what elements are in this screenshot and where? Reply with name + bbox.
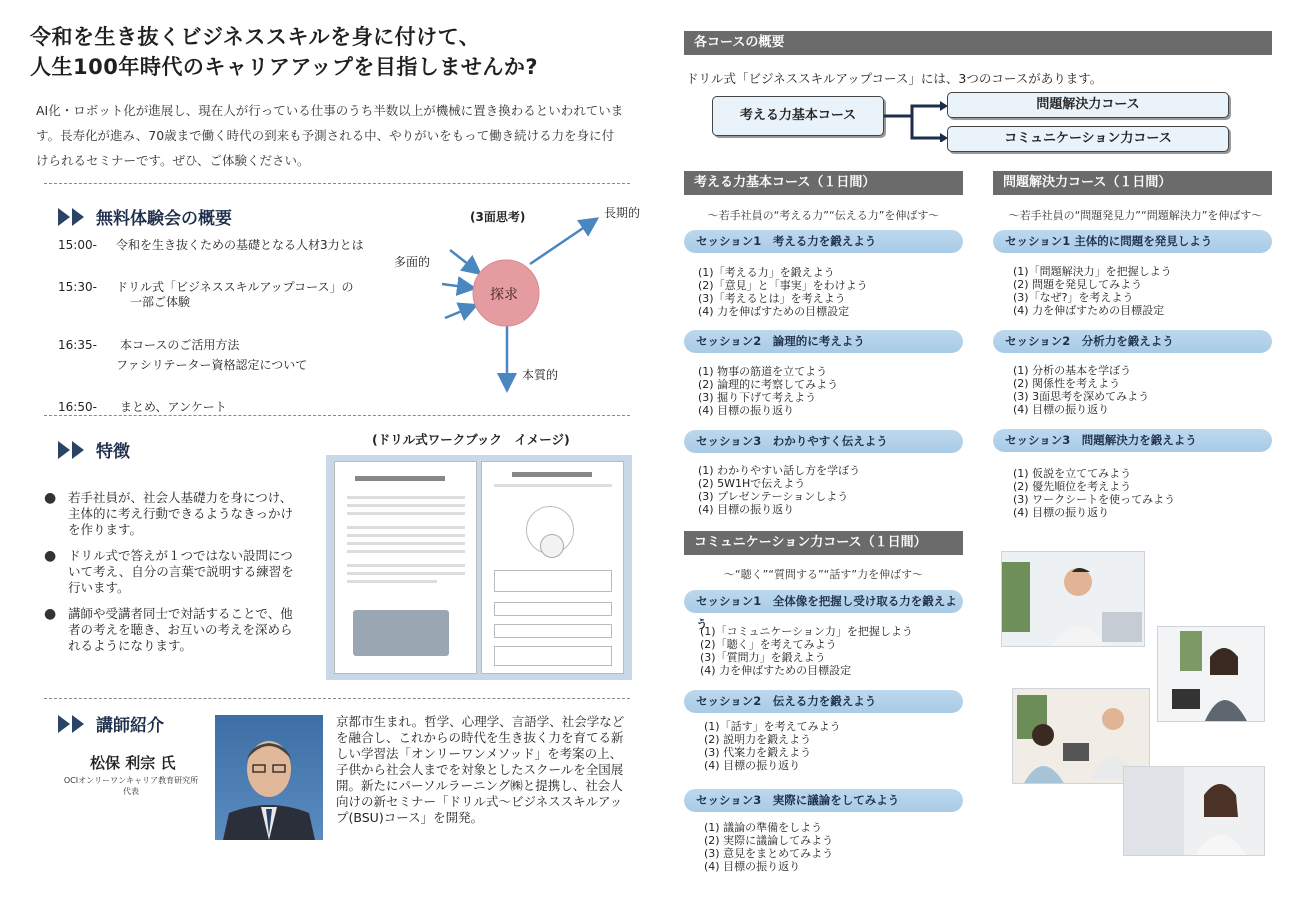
workbook-caption: (ドリル式ワークブック イメージ) xyxy=(372,432,570,447)
workbook-page-right xyxy=(481,461,624,674)
workbook-image xyxy=(326,455,632,680)
lecturer-affiliation xyxy=(56,775,206,797)
basic-course-subtitle: ～若手社員の“考える力”“伝える力”を伸ばす～ xyxy=(707,209,940,222)
lecturer-name: 松保 利宗 氏 xyxy=(90,754,176,772)
label-multifaceted: 多面的 xyxy=(394,255,431,269)
chevron-icon xyxy=(56,208,90,226)
lecturer-role: 代表 xyxy=(123,787,139,796)
photo-man-on-phone xyxy=(1001,551,1145,647)
box-problem-course: 問題解決力コース xyxy=(947,92,1229,118)
course-connector-arrows xyxy=(884,100,950,142)
schedule-row: 16:50- まとめ、アンケート xyxy=(58,400,227,414)
bullet-icon: ● xyxy=(44,548,57,564)
problem-course-subtitle: ～若手社員の“問題発見力”“問題解決力”を伸ばす～ xyxy=(1008,209,1263,222)
feature-item: ● ドリル式で答えが１つではない設問につ いて考え、自分の言葉で説明する練習を 行います。 xyxy=(44,548,294,595)
basic-session-1: セッション1 考える力を鍛えよう xyxy=(684,230,963,253)
schedule-row: 15:30- ドリル式「ビジネススキルアップコース」の xyxy=(58,280,354,294)
headline xyxy=(30,22,640,82)
headline-line-2: 人生100年時代のキャリアアップを目指しませんか? xyxy=(30,55,539,79)
basic-session-3-list: (1) わかりやすい話し方を学ぼう (2) 5W1Hで伝えよう (3) プレゼンテーションしよう (4) 目標の振り返り xyxy=(698,464,861,516)
divider xyxy=(44,415,630,416)
label-essential: 本質的 xyxy=(522,368,559,382)
basic-session-1-list: (1)「考える力」を鍛えよう (2)「意見」と「事実」をわけよう (3)「考えるとは」を考えよう (4) 力を伸ばすための目標設定 xyxy=(698,266,868,318)
lecturer-title: 講師紹介 xyxy=(96,716,164,736)
thinking-diagram xyxy=(390,198,680,398)
bullet-icon: ● xyxy=(44,606,57,622)
problem-session-1-list: (1)「問題解決力」を把握しよう (2) 問題を発見してみよう (3)「なぜ?」を考えよう (4) 力を伸ばすための目標設定 xyxy=(1013,265,1172,317)
problem-session-1: セッション1 主体的に問題を発見しよう xyxy=(993,230,1272,253)
chevron-icon xyxy=(56,441,90,459)
schedule-row: 15:00- 令和を生き抜くための基礎となる人材3力とは xyxy=(58,238,364,252)
basic-session-2: セッション2 論理的に考えよう xyxy=(684,330,963,353)
lecturer-photo xyxy=(215,715,323,840)
chevron-icon xyxy=(56,715,90,733)
features-title: 特徴 xyxy=(96,442,130,462)
overview-heading: 各コースの概要 xyxy=(684,31,1272,55)
comm-session-2: セッション2 伝える力を鍛えよう xyxy=(684,690,963,713)
lecturer-section-heading xyxy=(56,711,164,736)
problem-course-heading: 問題解決力コース（１日間） xyxy=(993,171,1272,195)
box-basic-course: 考える力基本コース xyxy=(712,96,884,136)
comm-session-3: セッション3 実際に議論をしてみよう xyxy=(684,789,963,812)
schedule-row: ファシリテーター資格認定について xyxy=(116,358,308,372)
features-list xyxy=(44,490,316,654)
intro-paragraph: AI化・ロボット化が進展し、現在人が行っている仕事のうち半数以上が機械に置き換わるといわれています。長寿化が進み、70歳まで働く時代の到来も予測される中、やりがいをもって働き続ける力を身に付けられるセミナーです。ぜひ、ご体験ください。 xyxy=(36,103,624,168)
lecturer-bio: 京都市生まれ。哲学、心理学、言語学、社会学などを融合し、これからの時代を生き抜く力を育てる新しい学習法「オンリーワンメソッド」を考案の上、子供から社会人までを対象としたスクールを全国展開。新たにパーソルラーニング㈱と提携し、社会人向けの新セミナー「ドリル式～ビジネススキルアップ(BSU)コース」を開発。 xyxy=(336,714,625,825)
person-icon xyxy=(1124,767,1265,856)
lecturer-org: OCIオンリーワンキャリア教育研究所 xyxy=(63,776,199,785)
diagram-center-label: 探求 xyxy=(490,287,518,303)
workbook-page-left xyxy=(334,461,477,674)
basic-course-heading: 考える力基本コース（１日間） xyxy=(684,171,963,195)
comm-session-3-list: (1) 議論の準備をしよう (2) 実際に議論してみよう (3) 意見をまとめてみよう (4) 目標の振り返り xyxy=(704,821,834,873)
schedule-row: 一部ご体験 xyxy=(130,295,191,309)
comm-session-1-list: (1)「コミュニケーション力」を把握しよう (2)「聴く」を考えてみよう (3)「質問力」を鍛えよう (4) 力を伸ばすための目標設定 xyxy=(700,625,913,677)
trial-section-heading xyxy=(56,204,232,229)
schedule-row: 16:35- 本コースのご活用方法 xyxy=(58,338,240,352)
divider xyxy=(44,698,630,699)
basic-session-3: セッション3 わかりやすく伝えよう xyxy=(684,430,963,453)
basic-session-2-list: (1) 物事の筋道を立てよう (2) 論理的に考察してみよう (3) 掘り下げて考えよう (4) 目標の振り返り xyxy=(698,365,839,417)
diagram-caption: (3面思考) xyxy=(470,210,526,224)
photo-headset-operator xyxy=(1123,766,1265,856)
feature-item: ● 講師や受講者同士で対話することで、他 者の考えを聴き、お互いの考えを深めら れるようになります。 xyxy=(44,606,293,653)
person-icon xyxy=(1002,552,1145,647)
bullet-icon: ● xyxy=(44,490,57,506)
problem-session-3-list: (1) 仮説を立ててみよう (2) 優先順位を考えよう (3) ワークシートを使ってみよう (4) 目標の振り返り xyxy=(1013,467,1176,519)
features-section-heading xyxy=(56,437,130,462)
box-comm-course: コミュニケーション力コース xyxy=(947,126,1229,152)
label-long-term: 長期的 xyxy=(604,206,641,220)
headline-line-1: 令和を生き抜くビジネススキルを身に付けて、 xyxy=(30,25,481,49)
lecturer-portrait-icon xyxy=(215,715,323,840)
photo-woman-at-laptop xyxy=(1157,626,1265,722)
problem-session-3: セッション3 問題解決力を鍛えよう xyxy=(993,429,1272,452)
feature-item: ● 若手社員が、社会人基礎力を身につけ、 主体的に考え行動できるようなきっかけ を作ります。 xyxy=(44,490,294,537)
overview-text: ドリル式「ビジネススキルアップコース」には、3つのコースがあります。 xyxy=(686,71,1103,86)
divider xyxy=(44,183,630,184)
trial-title: 無料体験会の概要 xyxy=(96,209,232,229)
comm-session-1: セッション1 全体像を把握し受け取る力を鍛えよう xyxy=(684,590,963,613)
problem-session-2-list: (1) 分析の基本を学ぼう (2) 関係性を考えよう (3) 3面思考を深めてみよう (4) 目標の振り返り xyxy=(1013,364,1150,416)
comm-course-heading: コミュニケーション力コース（１日間） xyxy=(684,531,963,555)
person-icon xyxy=(1158,627,1265,722)
problem-session-2: セッション2 分析力を鍛えよう xyxy=(993,330,1272,353)
comm-course-subtitle: ～“聴く”“質問する”“話す”力を伸ばす～ xyxy=(723,568,924,581)
comm-session-2-list: (1)「話す」を考えてみよう (2) 説明力を鍛えよう (3) 代案力を鍛えよう (4) 目標の振り返り xyxy=(704,720,841,772)
